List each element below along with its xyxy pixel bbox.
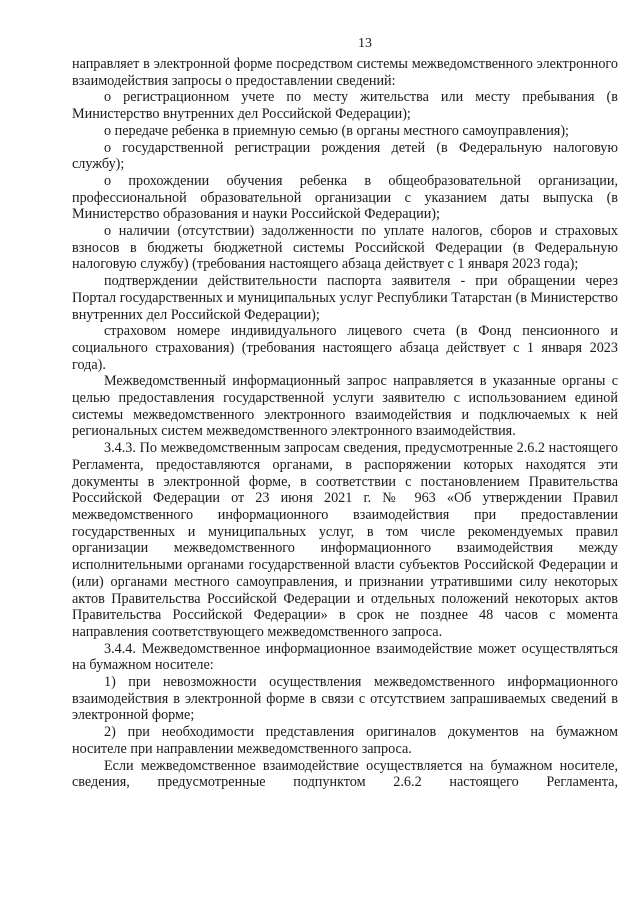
paragraph-birth-registration: о государственной регистрации рождения детей (в Федеральную налоговую службу); (72, 139, 618, 173)
paragraph-3-4-3: 3.4.3. По межведомственным запросам сведения, предусмотренные 2.6.2 настоящего Регламента, предоставляются органами, в распоряжении которых находятся эти документы в электронной форме, в соответствии с постановлением Правительства Российской Федерации от 23 июня 2021 г. № 963 «Об утверждении Правил межведомственного информационного взаимодействия при предоставлении государственных и муниципальных услуг, в том числе рекомендуемых правил организации межведомственного информационного взаимодействия между исполнительными органами государственной власти субъектов Российской Федерации и (или) органами местного самоуправления, и признании утратившими силу некоторых актов Правительства Российской Федерации и отдельных положений некоторых актов Правительства Российской Федерации» в срок не позднее 48 часов с момента направления соответствующего межведомственного запроса. (72, 440, 618, 640)
paragraph-passport: подтверждении действительности паспорта заявителя - при обращении через Портал государственных и муниципальных услуг Республики Татарстан (в Министерство внутренних дел Российской Федерации); (72, 273, 618, 323)
paragraph-education: о прохождении обучения ребенка в общеобразовательной организации, профессиональной образовательной организации с указанием даты выпуска (в Министерство образования и науки Российской Федерации); (72, 172, 618, 223)
paragraph-paper-interaction: Если межведомственное взаимодействие осуществляется на бумажном носителе, сведения, предусмотренные подпунктом 2.6.2 настоящего Регламента, (72, 757, 618, 791)
paragraph-foster-family: о передаче ребенка в приемную семью (в органы местного самоуправления); (104, 122, 569, 139)
paragraph-tax-debt: о наличии (отсутствии) задолженности по уплате налогов, сборов и страховых взносов в бюджеты бюджетной системы Российской Федерации (в Федеральную налоговую службу) (требования настоящего абзаца действует с 1 января 2023 года); (72, 223, 618, 273)
paragraph-insurance-number: страховом номере индивидуального лицевого счета (в Фонд пенсионного и социального страхования) (требования настоящего абзаца действует с 1 января 2023 года). (72, 323, 618, 373)
paragraph-3-4-4: 3.4.4. Межведомственное информационное взаимодействие может осуществляться на бумажном носителе: (72, 640, 618, 674)
page-number: 13 (358, 36, 372, 51)
paragraph-interagency-request: Межведомственный информационный запрос направляется в указанные органы с целью предоставления государственной услуги заявителю с использованием единой системы межведомственного электронного взаимодействия и подключаемых к ней региональных систем межведомственного электронного взаимодействия. (72, 373, 618, 440)
document-body (72, 56, 618, 791)
paragraph-registration: о регистрационном учете по месту жительства или месту пребывания (в Министерство внутренних дел Российской Федерации); (72, 89, 618, 123)
paragraph-item-1: 1) при невозможности осуществления межведомственного информационного взаимодействия в электронной форме в связи с отсутствием запрашиваемых сведений в электронной форме; (72, 674, 618, 724)
paragraph-item-2: 2) при необходимости представления оригиналов документов на бумажном носителе при направлении межведомственного запроса. (72, 724, 618, 757)
paragraph-intro: направляет в электронной форме посредством системы межведомственного электронного взаимодействия запросы о предоставлении сведений: (72, 56, 618, 89)
